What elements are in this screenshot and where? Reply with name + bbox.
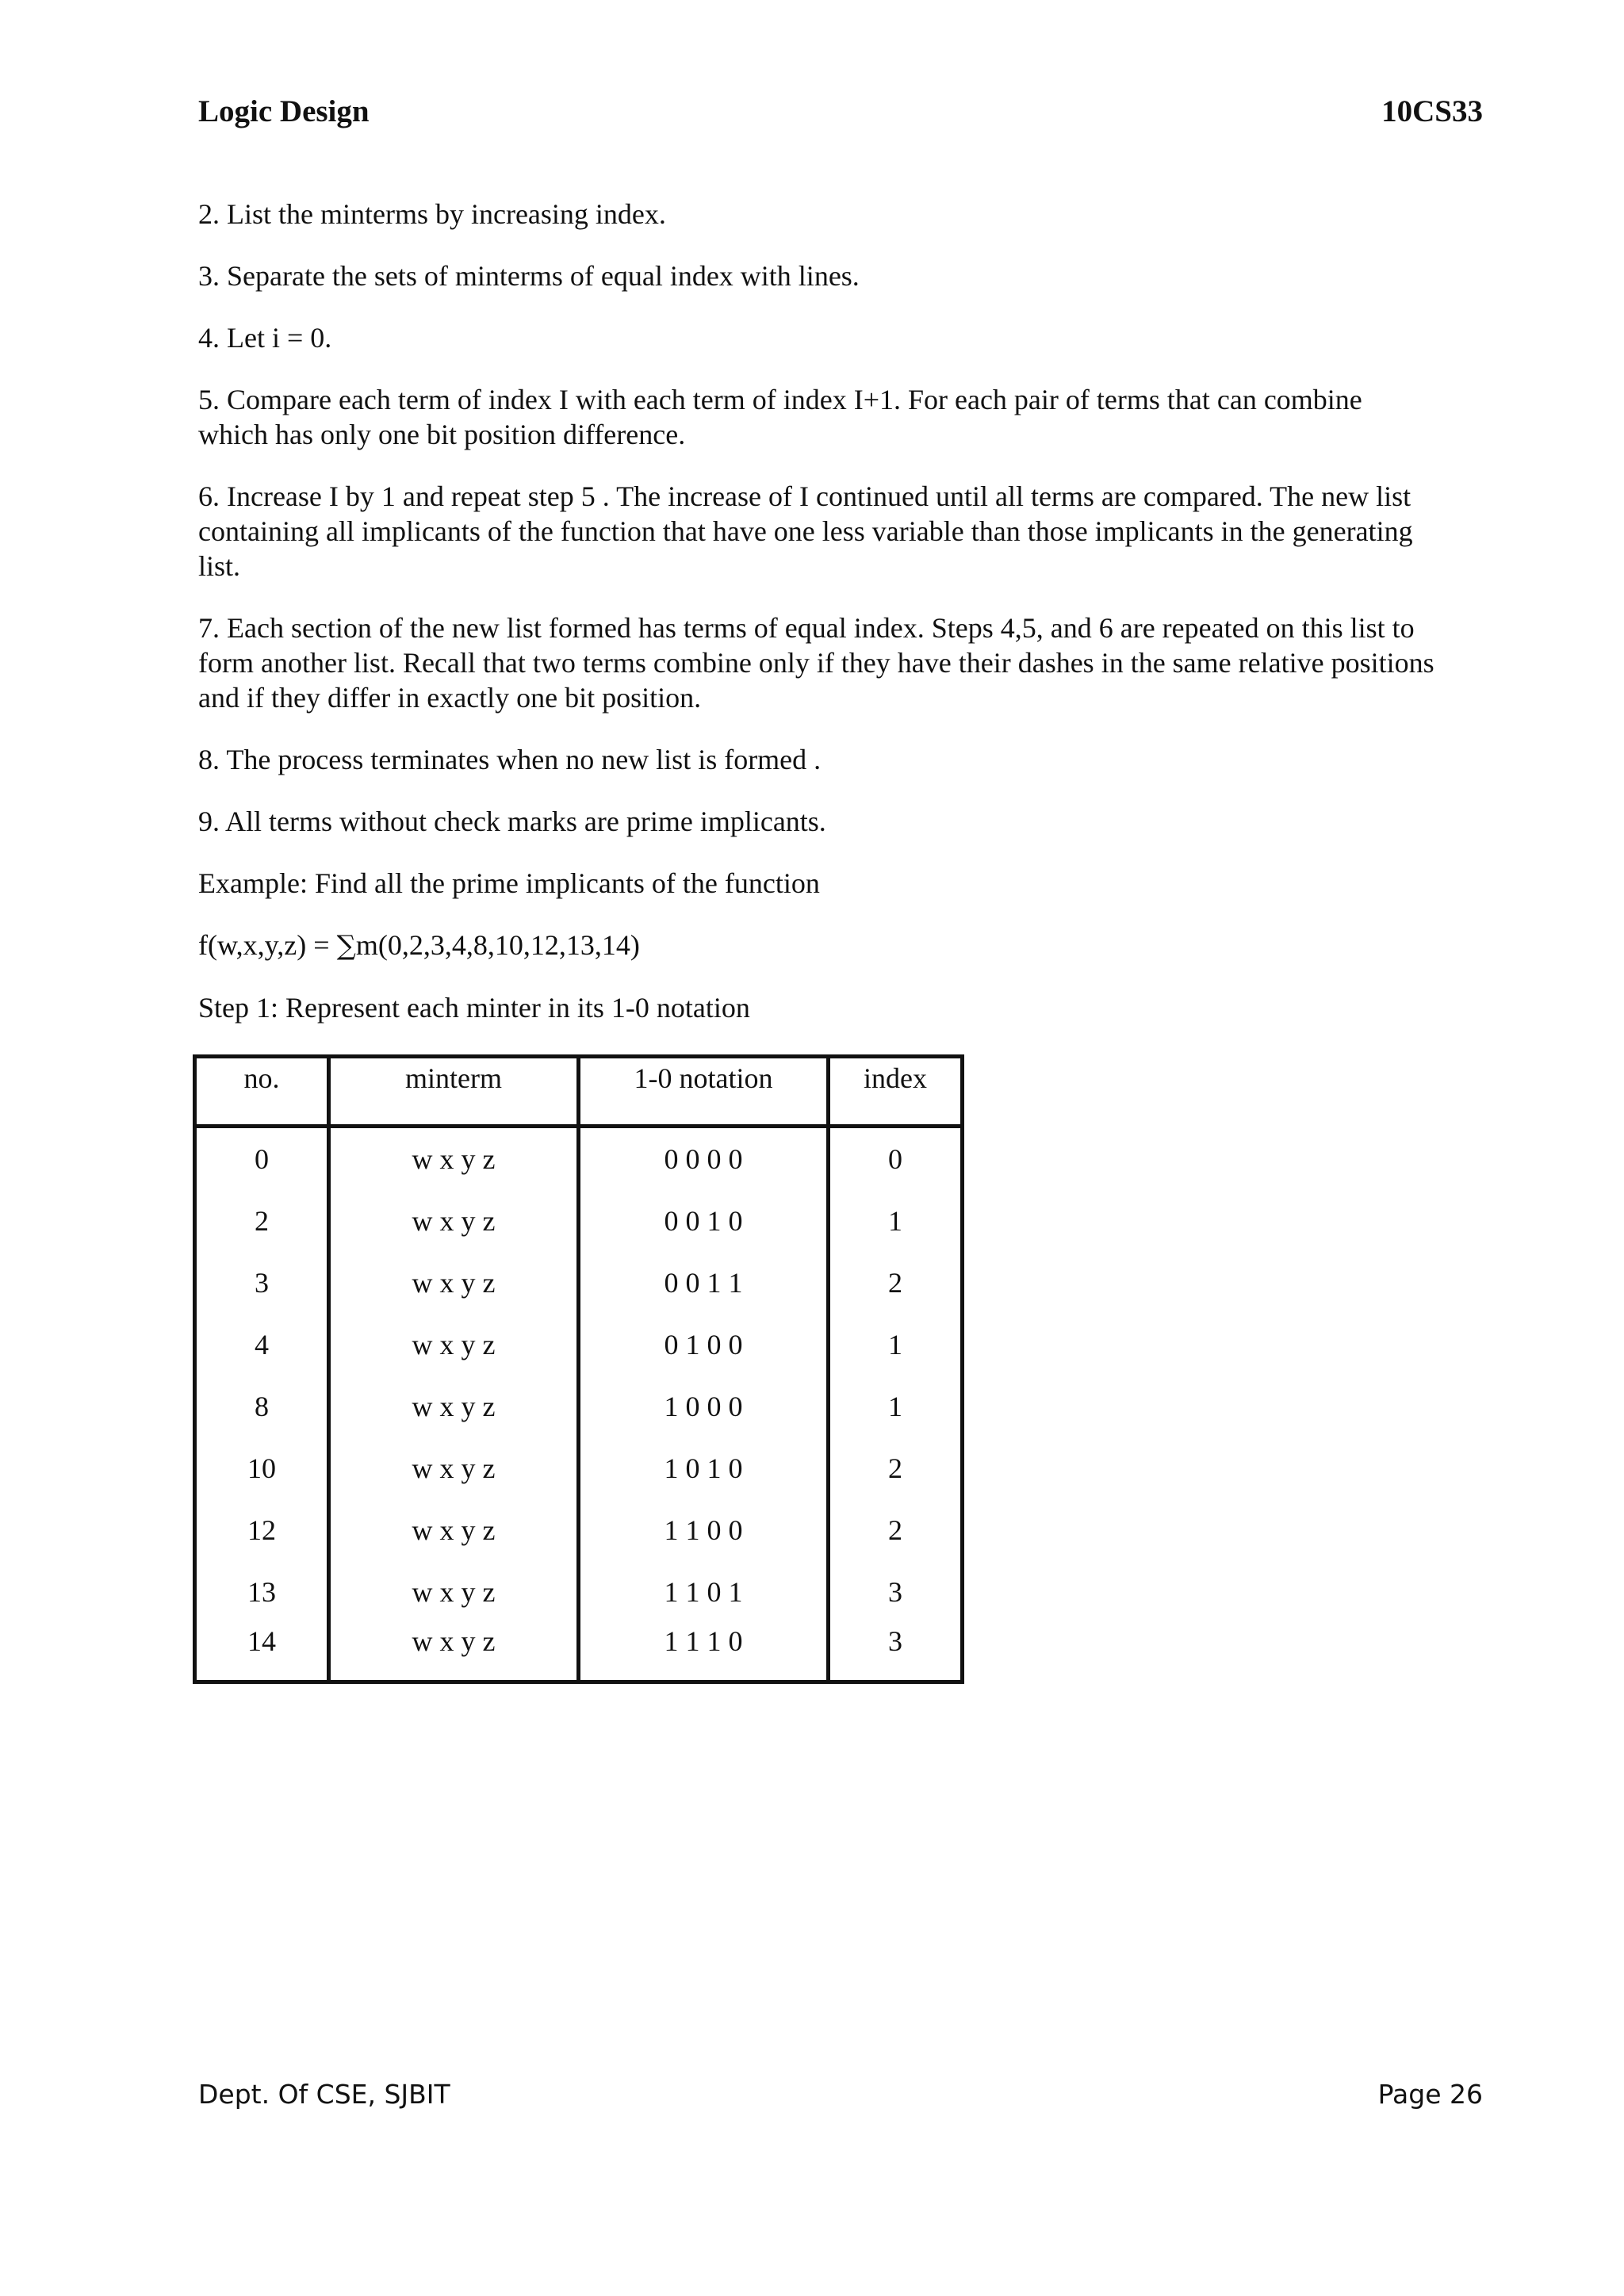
cell-notation: 1 0 1 0 <box>579 1437 829 1499</box>
cell-minterm: w x y z <box>329 1252 579 1314</box>
formula-lhs: f(w,x,y,z) = <box>198 929 330 961</box>
page-number: Page 26 <box>1377 2079 1483 2110</box>
table-row <box>195 1499 963 1561</box>
cell-no: 10 <box>247 1452 276 1484</box>
cell-no: 12 <box>247 1514 276 1546</box>
cell-minterm: w x y z <box>329 1376 579 1437</box>
cell-minterm: w x y z <box>329 1561 579 1623</box>
table-row <box>195 1623 963 1682</box>
table-row <box>195 1190 963 1252</box>
course-code: 10CS33 <box>1381 94 1483 128</box>
cell-index: 3 <box>829 1561 963 1623</box>
cell-no: 4 <box>255 1329 269 1360</box>
cell-notation: 0 1 0 0 <box>579 1314 829 1376</box>
table-row <box>195 1437 963 1499</box>
formula-rhs: m(0,2,3,4,8,10,12,13,14) <box>355 929 640 961</box>
cell-no: 8 <box>255 1391 269 1422</box>
cell-no: 14 <box>247 1625 276 1657</box>
cell-index: 2 <box>829 1499 963 1561</box>
cell-index: 2 <box>829 1437 963 1499</box>
cell-index: 3 <box>829 1623 963 1682</box>
cell-index: 0 <box>829 1127 963 1191</box>
cell-minterm: w x y z <box>329 1623 579 1682</box>
department: Dept. Of CSE, SJBIT <box>198 2079 450 2110</box>
cell-notation: 0 0 0 0 <box>579 1127 829 1191</box>
table-row <box>195 1127 963 1191</box>
table-body <box>195 1127 963 1682</box>
table-row <box>195 1376 963 1437</box>
step-8: 8. The process terminates when no new list is formed . <box>198 744 822 775</box>
document-title: Logic Design <box>198 94 370 128</box>
cell-index: 1 <box>829 1190 963 1252</box>
step-2: 2. List the minterms by increasing index. <box>198 198 666 230</box>
step-3: 3. Separate the sets of minterms of equal index with lines. <box>198 260 860 292</box>
cell-minterm: w x y z <box>329 1314 579 1376</box>
cell-minterm: w x y z <box>329 1190 579 1252</box>
cell-index: 2 <box>829 1252 963 1314</box>
cell-notation: 1 0 0 0 <box>579 1376 829 1437</box>
header-index: index <box>829 1057 963 1127</box>
header-notation: 1-0 notation <box>579 1057 829 1127</box>
step-5: 5. Compare each term of index I with each term of index I+1. For each pair of terms that can combine which has only one bit position difference. <box>198 384 1362 450</box>
table-header-row <box>195 1057 963 1127</box>
step-4: 4. Let i = 0. <box>198 322 332 354</box>
cell-index: 1 <box>829 1376 963 1437</box>
step-1-instruction: Step 1: Represent each minter in its 1-0 notation <box>198 992 750 1024</box>
cell-minterm: w x y z <box>329 1499 579 1561</box>
page-body <box>198 197 1435 1052</box>
cell-notation: 0 0 1 1 <box>579 1252 829 1314</box>
step-6: 6. Increase I by 1 and repeat step 5 . The increase of I continued until all terms are compared. The new list containing all implicants of the function that have one less variable than those implicants in the generating list. <box>198 480 1413 582</box>
function-formula <box>198 928 1435 963</box>
page-header <box>198 94 1483 129</box>
cell-notation: 1 1 1 0 <box>579 1623 829 1682</box>
table-row <box>195 1561 963 1623</box>
minterm-table <box>193 1054 964 1684</box>
step-9: 9. All terms without check marks are prime implicants. <box>198 806 826 837</box>
cell-no: 0 <box>255 1143 269 1175</box>
cell-no: 3 <box>255 1267 269 1299</box>
table-row <box>195 1314 963 1376</box>
table-row <box>195 1252 963 1314</box>
cell-notation: 0 0 1 0 <box>579 1190 829 1252</box>
cell-index: 1 <box>829 1314 963 1376</box>
header-no: no. <box>195 1057 329 1127</box>
example-statement: Example: Find all the prime implicants of the function <box>198 867 820 899</box>
cell-no: 13 <box>247 1576 276 1608</box>
header-minterm: minterm <box>329 1057 579 1127</box>
cell-minterm: w x y z <box>329 1437 579 1499</box>
step-7: 7. Each section of the new list formed has terms of equal index. Steps 4,5, and 6 are repeated on this list to form another list. Recall that two terms combine only if they have their dashes in the same relative positions and if they differ in exactly one bit position. <box>198 612 1434 714</box>
cell-notation: 1 1 0 0 <box>579 1499 829 1561</box>
sigma-symbol: ∑ <box>336 930 356 962</box>
cell-notation: 1 1 0 1 <box>579 1561 829 1623</box>
page-footer <box>198 2079 1483 2110</box>
cell-no: 2 <box>255 1205 269 1237</box>
cell-minterm: w x y z <box>329 1127 579 1191</box>
